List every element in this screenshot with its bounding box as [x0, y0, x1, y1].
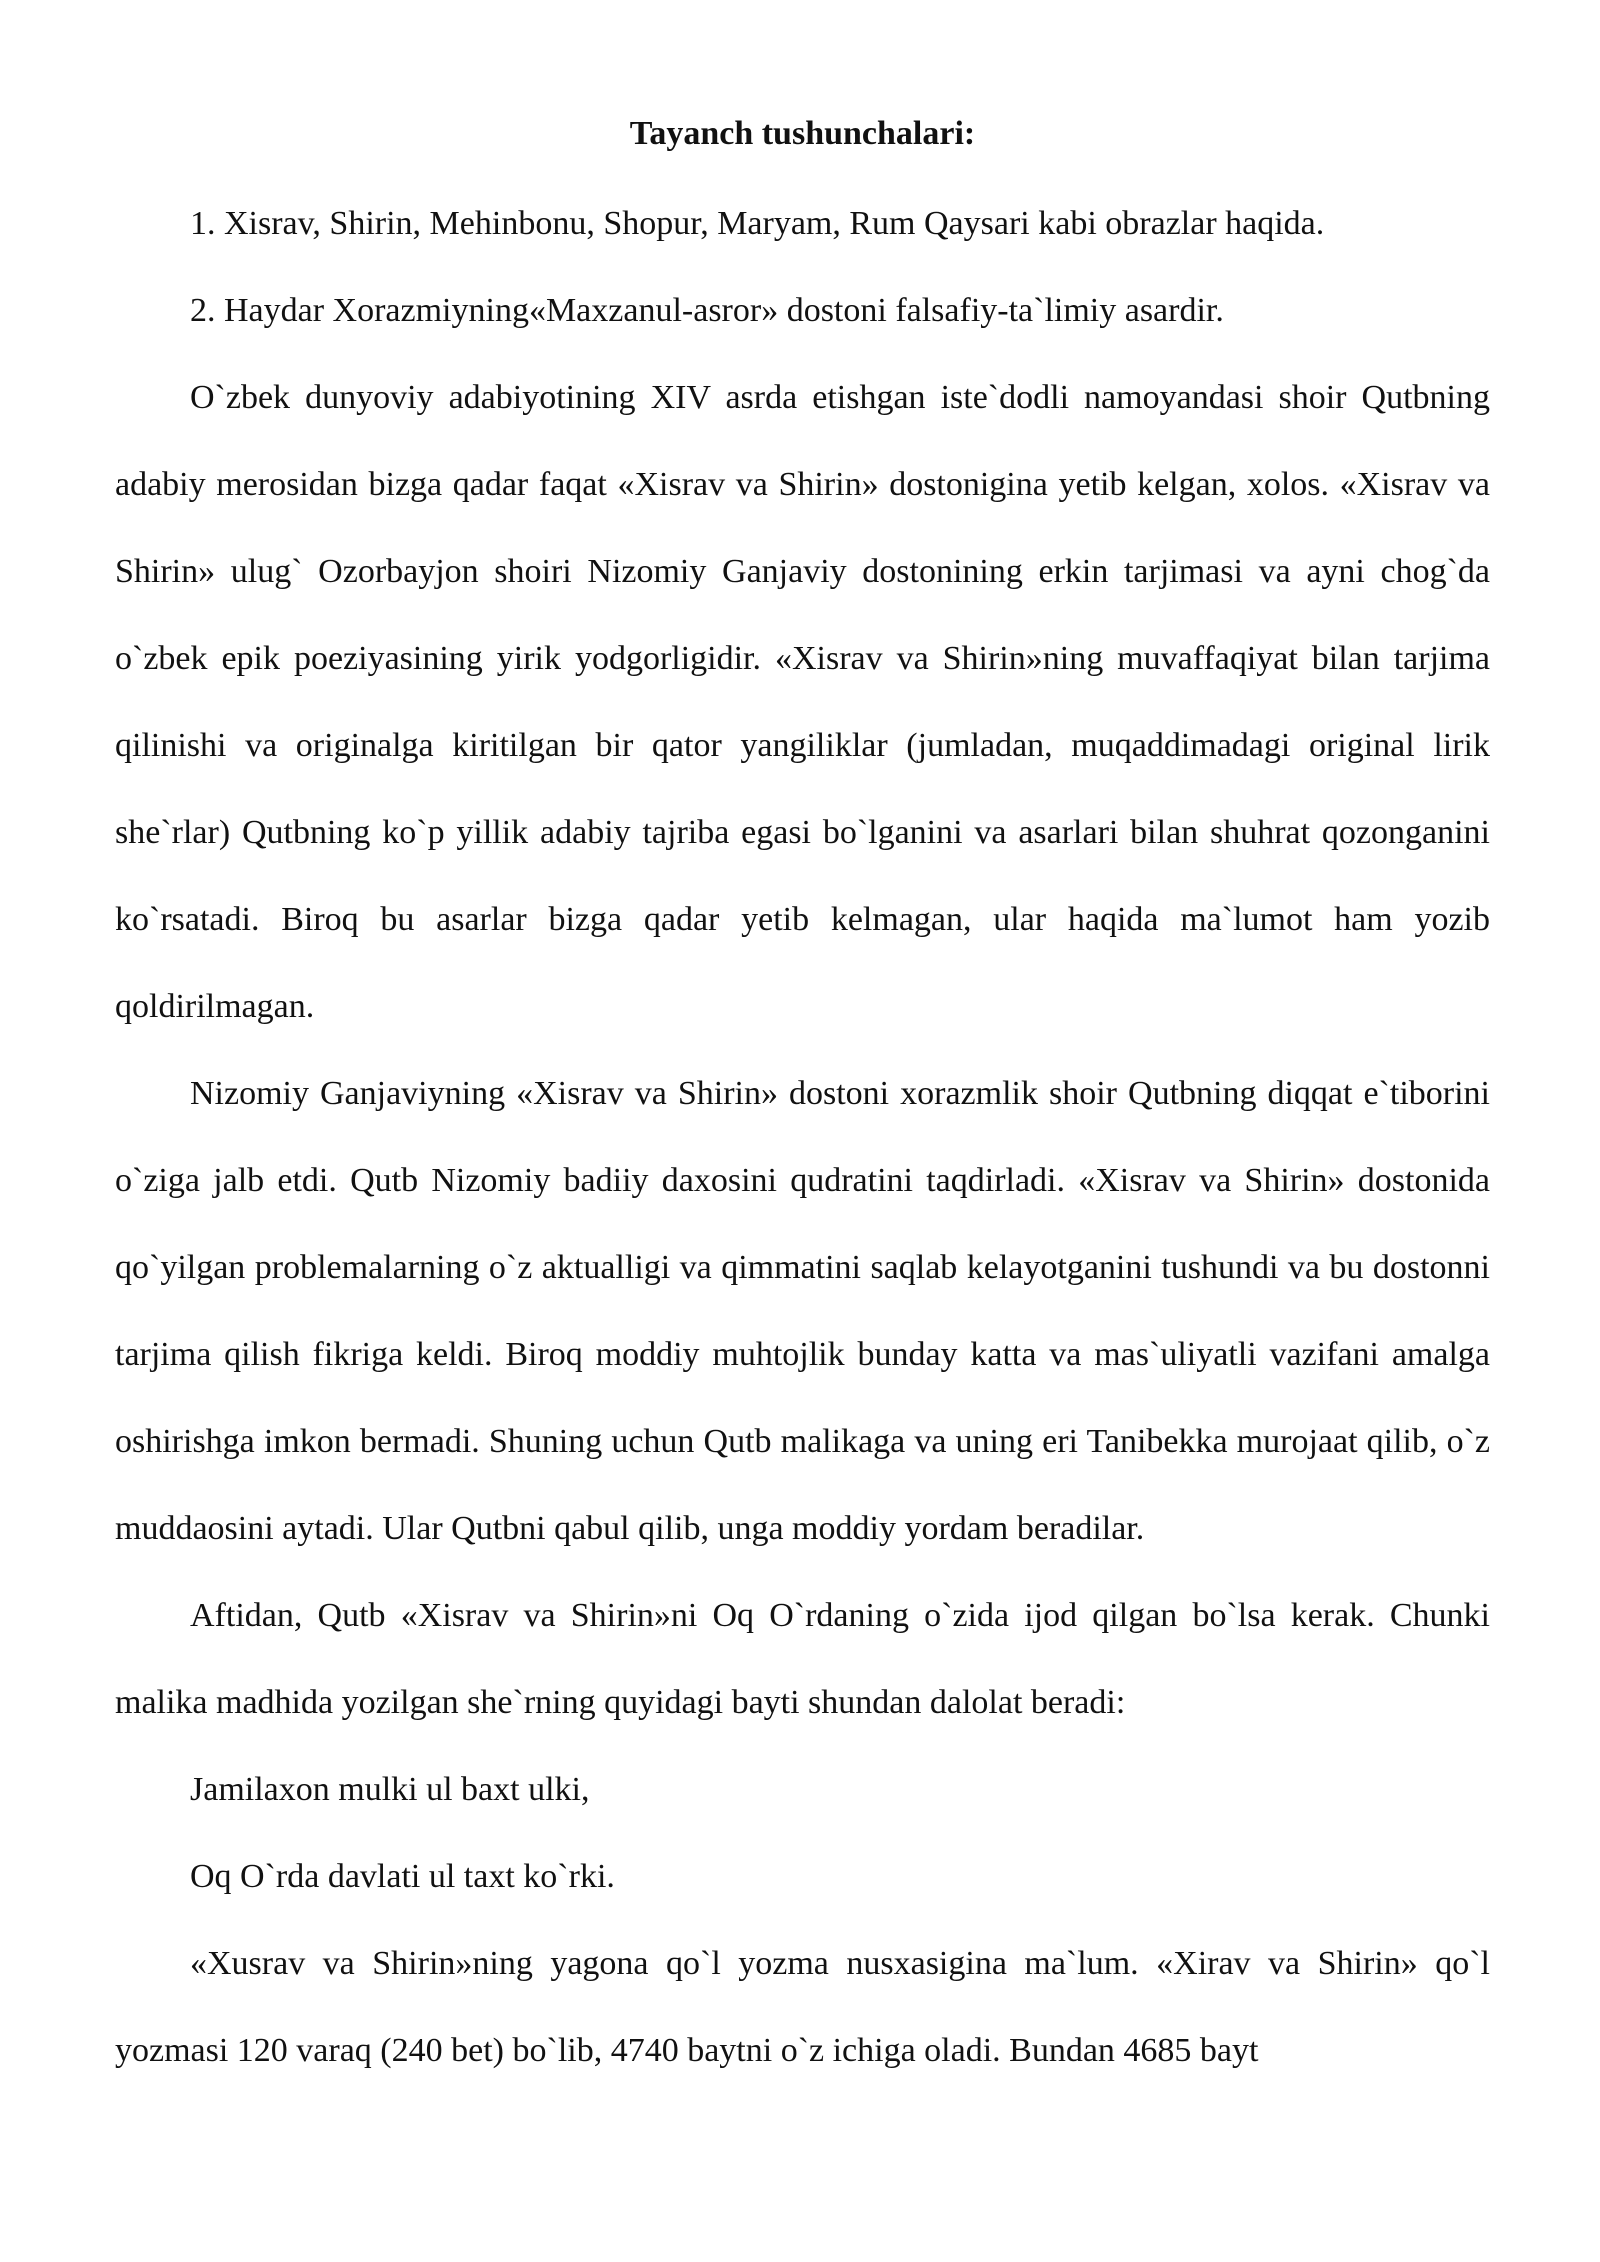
paragraph-4: «Xusrav va Shirin»ning yagona qo`l yozma nusxasigina ma`lum. «Xirav va Shirin» qo`l yozmasi 120 varaq (240 bet) bo`lib, 4740 baytni o`z ichiga oladi. Bundan 4685 bayt: [115, 1945, 1490, 2069]
verse-line-1: Jamilaxon mulki ul baxt ulki,: [190, 1771, 590, 1808]
document-page: [115, 110, 1490, 2094]
list-item-1: 1. Xisrav, Shirin, Mehinbonu, Shopur, Maryam, Rum Qaysari kabi obrazlar haqida.: [190, 205, 1325, 242]
paragraph-1: O`zbek dunyoviy adabiyotining XIV asrda etishgan iste`dodli namoyandasi shoir Qutbning adabiy merosidan bizga qadar faqat «Xisrav va Shirin» dostonigina yetib kelgan, xolos. «Xisrav va Shirin» ulug` Ozorbayjon shoiri Nizomiy Ganjaviy dostonining erkin tarjimasi va ayni chog`da o`zbek epik poeziyasining yirik yodgorligidir. «Xisrav va Shirin»ning muvaffaqiyat bilan tarjima qilinishi va originalga kiritilgan bir qator yangiliklar (jumladan, muqaddimadagi original lirik she`rlar) Qutbning ko`p yillik adabiy tajriba egasi bo`lganini va asarlari bilan shuhrat qozonganini ko`rsatadi. Biroq bu asarlar bizga qadar yetib kelmagan, ular haqida ma`lumot ham yozib qoldirilmagan.: [115, 379, 1490, 1025]
page-heading: Tayanch tushunchalari:: [629, 115, 976, 152]
list-item-2: 2. Haydar Xorazmiyning«Maxzanul-asror» dostoni falsafiy-ta`limiy asardir.: [190, 292, 1224, 329]
paragraph-2: Nizomiy Ganjaviyning «Xisrav va Shirin» dostoni xorazmlik shoir Qutbning diqqat e`tiborini o`ziga jalb etdi. Qutb Nizomiy badiiy daxosini qudratini taqdirladi. «Xisrav va Shirin» dostonida qo`yilgan problemalarning o`z aktualligi va qimmatini saqlab kelayotganini tushundi va bu dostonni tarjima qilish fikriga keldi. Biroq moddiy muhtojlik bunday katta va mas`uliyatli vazifani amalga oshirishga imkon bermadi. Shuning uchun Qutb malikaga va uning eri Tanibekka murojaat qilib, o`z muddaosini aytadi. Ular Qutbni qabul qilib, unga moddiy yordam beradilar.: [115, 1075, 1490, 1547]
paragraph-3: Aftidan, Qutb «Xisrav va Shirin»ni Oq O`rdaning o`zida ijod qilgan bo`lsa kerak. Chunki malika madhida yozilgan she`rning quyidagi bayti shundan dalolat beradi:: [115, 1597, 1490, 1721]
verse-line-2: Oq O`rda davlati ul taxt ko`rki.: [190, 1858, 615, 1895]
